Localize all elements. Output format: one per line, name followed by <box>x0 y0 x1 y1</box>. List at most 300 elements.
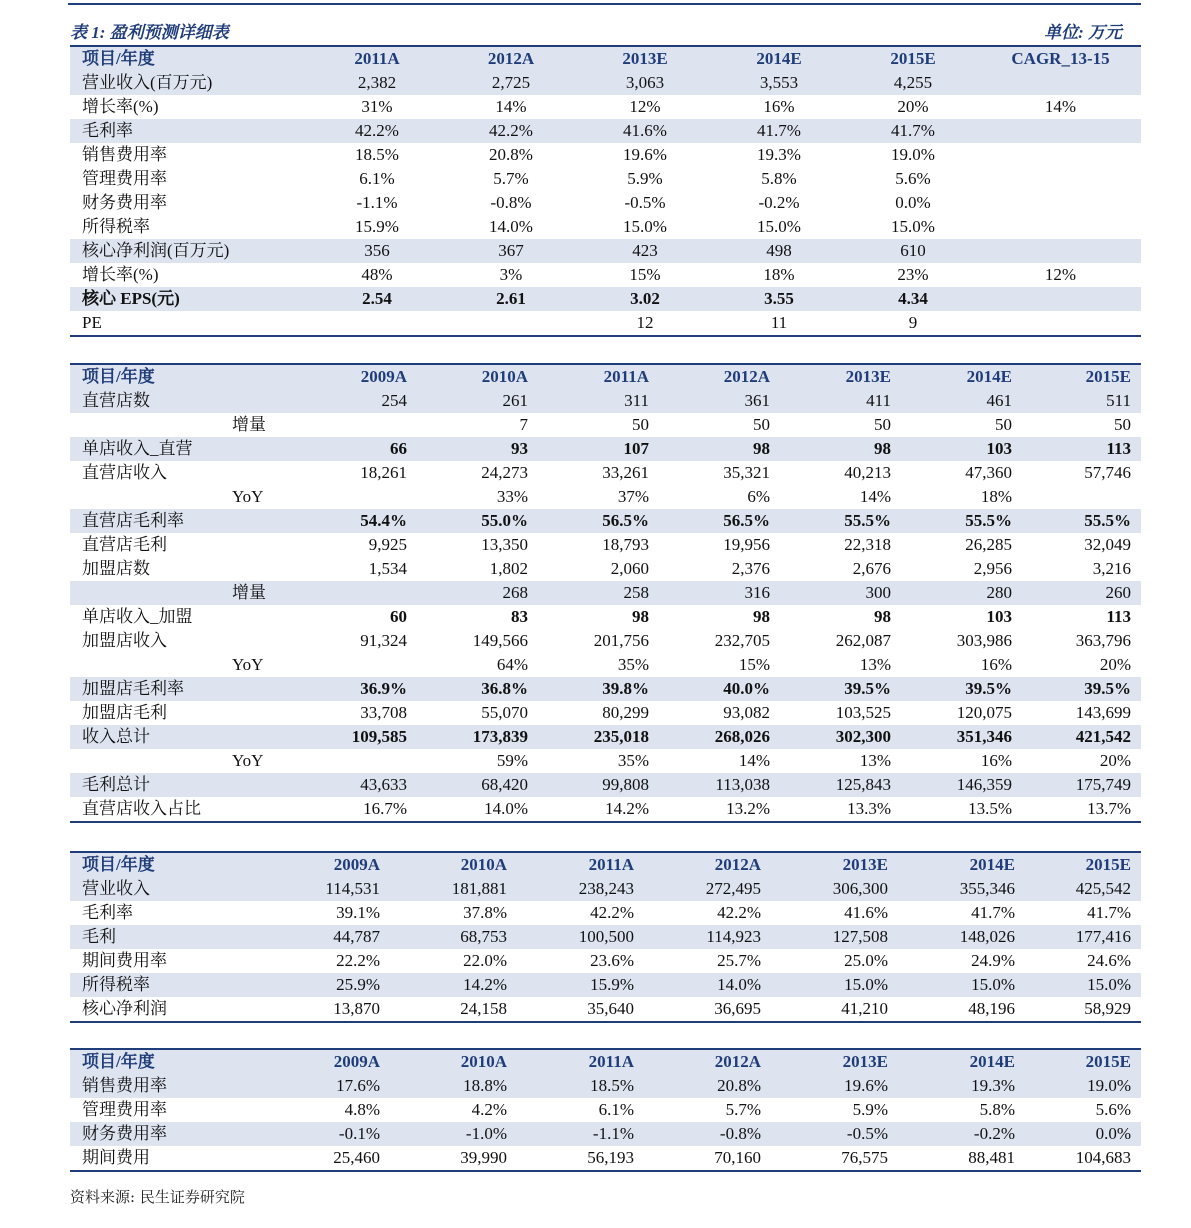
row-label: 直营店数 <box>70 389 296 413</box>
header-year: 2012A <box>644 852 771 877</box>
cell-value: 149,566 <box>472 631 528 650</box>
header-label: 项目/年度 <box>70 852 263 877</box>
cell-value: 14% <box>495 97 527 116</box>
cell-value: 41.7% <box>712 119 846 143</box>
cell-value: 41.7% <box>1087 903 1131 922</box>
table-row <box>70 239 1141 263</box>
cell-value: 33,261 <box>602 463 649 482</box>
row-label: PE <box>70 311 310 336</box>
cell-value: 1,534 <box>368 559 407 578</box>
cell-value <box>980 215 1141 239</box>
cell-value: 13% <box>859 751 891 770</box>
cell-value: 98 <box>780 437 901 461</box>
cell-value: 143,699 <box>1075 703 1131 722</box>
cell-value: 411 <box>780 389 901 413</box>
cell-value: 66 <box>296 437 417 461</box>
cell-value: -0.1% <box>263 1122 390 1146</box>
row-label: 所得税率 <box>82 217 150 236</box>
table-row <box>70 311 1141 336</box>
cell-value: 3,553 <box>712 71 846 95</box>
cell-value: 113 <box>1022 437 1141 461</box>
cell-value: 64% <box>496 655 528 674</box>
cell-value: 260 <box>1022 581 1141 605</box>
cell-value: 4.8% <box>344 1100 380 1119</box>
row-label: 毛利率 <box>82 903 133 922</box>
row-label: 毛利率 <box>70 119 310 143</box>
cell-value: 50 <box>874 415 891 434</box>
table-row <box>70 949 1141 973</box>
cell-value <box>296 485 417 509</box>
header-year: 2010A <box>390 852 517 877</box>
cell-value: 127,508 <box>771 925 898 949</box>
store-breakdown-table <box>70 363 1141 823</box>
cell-value: 2,676 <box>852 559 891 578</box>
row-label: 销售费用率 <box>70 1074 263 1098</box>
cell-value: 125,843 <box>780 773 901 797</box>
cell-value: 5.8% <box>979 1100 1015 1119</box>
cell-value: -1.1% <box>517 1122 644 1146</box>
cell-value: 35% <box>617 751 649 770</box>
cell-value: 14% <box>738 751 770 770</box>
cell-value: 15.9% <box>355 217 399 236</box>
row-label: 加盟店毛利率 <box>70 677 296 701</box>
cell-value: 15.0% <box>1025 973 1141 997</box>
top-rule <box>68 3 1141 5</box>
header-label: 项目/年度 <box>70 46 310 71</box>
profit-forecast-table <box>70 45 1141 337</box>
cell-value: 50 <box>995 415 1012 434</box>
cell-value <box>296 413 417 437</box>
cell-value: 9 <box>846 311 980 336</box>
row-label: 直营店收入占比 <box>70 797 296 822</box>
cell-value: 18% <box>763 265 795 284</box>
cell-value: 272,495 <box>644 877 771 901</box>
cell-value: 235,018 <box>538 725 659 749</box>
row-label: 财务费用率 <box>70 1122 263 1146</box>
header-year: CAGR_13-15 <box>980 46 1141 71</box>
cell-value: 367 <box>444 239 578 263</box>
cell-value: 261 <box>417 389 538 413</box>
cell-value: 302,300 <box>780 725 901 749</box>
cell-value <box>980 119 1141 143</box>
cell-value: 39,990 <box>390 1146 517 1171</box>
cell-value: 13,870 <box>263 997 390 1022</box>
cell-value: 13,350 <box>481 535 528 554</box>
cell-value: 50 <box>753 415 770 434</box>
cell-value: 42.2% <box>444 119 578 143</box>
cell-value: 55.0% <box>417 509 538 533</box>
header-year: 2009A <box>263 852 390 877</box>
cell-value: 5.6% <box>1095 1100 1131 1119</box>
header-year: 2009A <box>296 364 417 389</box>
cell-value: 13% <box>859 655 891 674</box>
header-year: 2011A <box>538 364 659 389</box>
cell-value <box>296 581 417 605</box>
cell-value: 15.0% <box>771 973 898 997</box>
table-row <box>70 653 1141 677</box>
table-row <box>70 749 1141 773</box>
cell-value: 3.02 <box>578 287 712 311</box>
cell-value: 2,956 <box>973 559 1012 578</box>
cell-value: 33,708 <box>360 703 407 722</box>
cell-value: 39.5% <box>901 677 1022 701</box>
row-label: YoY <box>232 655 264 674</box>
cell-value: 2,382 <box>310 71 444 95</box>
cell-value: 39.5% <box>780 677 901 701</box>
cell-value: 37.8% <box>463 903 507 922</box>
header-label: 项目/年度 <box>70 364 296 389</box>
table-row <box>70 1122 1141 1146</box>
cell-value: 18,793 <box>602 535 649 554</box>
cell-value: 6.1% <box>598 1100 634 1119</box>
cell-value: 201,756 <box>593 631 649 650</box>
cell-value: 22.0% <box>463 951 507 970</box>
cell-value: 37% <box>617 487 649 506</box>
table-header-row <box>70 46 1141 71</box>
cell-value: 50 <box>1114 415 1131 434</box>
cell-value: 173,839 <box>417 725 538 749</box>
table-row <box>70 605 1141 629</box>
cell-value: 20% <box>897 97 929 116</box>
table-row <box>70 725 1141 749</box>
cell-value <box>980 239 1141 263</box>
header-year: 2013E <box>771 852 898 877</box>
cell-value: 55.5% <box>780 509 901 533</box>
cell-value: 24.6% <box>1087 951 1131 970</box>
cell-value: 12% <box>1044 265 1077 284</box>
cell-value: 238,243 <box>517 877 644 901</box>
cell-value: 3% <box>499 265 523 284</box>
cell-value: 35,640 <box>517 997 644 1022</box>
cell-value: 356 <box>310 239 444 263</box>
row-label: 期间费用率 <box>82 951 167 970</box>
header-year: 2010A <box>417 364 538 389</box>
cell-value: 15.0% <box>898 973 1025 997</box>
cell-value: 31% <box>361 97 393 116</box>
header-year: 2014E <box>898 852 1025 877</box>
cell-value: 13.3% <box>780 797 901 822</box>
income-summary-table <box>70 851 1141 1023</box>
cell-value: 16% <box>980 655 1012 674</box>
cell-value <box>980 167 1141 191</box>
cell-value: 109,585 <box>296 725 417 749</box>
cell-value <box>980 287 1141 311</box>
table-row <box>70 997 1141 1022</box>
cell-value: 6.1% <box>359 169 395 188</box>
cell-value: 0.0% <box>1025 1122 1141 1146</box>
table-header-row <box>70 1049 1141 1074</box>
cell-value: 32,049 <box>1084 535 1131 554</box>
table-row <box>70 437 1141 461</box>
table-row <box>70 119 1141 143</box>
table-header-row <box>70 364 1141 389</box>
cell-value: 2.61 <box>444 287 578 311</box>
cell-value: 56.5% <box>538 509 659 533</box>
cell-value: 425,542 <box>1025 877 1141 901</box>
header-year: 2015E <box>1025 852 1141 877</box>
cell-value: 76,575 <box>771 1146 898 1171</box>
cell-value: 18% <box>980 487 1012 506</box>
cell-value: 2,060 <box>610 559 649 578</box>
cell-value: 113 <box>1106 607 1131 626</box>
cell-value: 610 <box>846 239 980 263</box>
table-row <box>70 581 1141 605</box>
cell-value: 15% <box>629 265 661 284</box>
cell-value: 80,299 <box>602 703 649 722</box>
cell-value: 25.9% <box>263 973 390 997</box>
cell-value: 15.0% <box>891 217 935 236</box>
row-label: 营业收入 <box>70 877 263 901</box>
header-label: 项目/年度 <box>70 1049 263 1074</box>
cell-value: 3,063 <box>578 71 712 95</box>
cell-value: 14.0% <box>644 973 771 997</box>
table-row <box>70 1098 1141 1122</box>
cell-value: 351,346 <box>901 725 1022 749</box>
cell-value: 19.6% <box>771 1074 898 1098</box>
cell-value: 113,038 <box>659 773 780 797</box>
cell-value: 58,929 <box>1025 997 1141 1022</box>
cell-value: 13.2% <box>659 797 780 822</box>
cell-value: 15.0% <box>623 217 667 236</box>
cell-value: 11 <box>712 311 846 336</box>
table-row <box>70 167 1141 191</box>
cell-value: 103,525 <box>835 703 891 722</box>
cell-value: 13.5% <box>901 797 1022 822</box>
row-label: 加盟店收入 <box>82 631 167 650</box>
cell-value: 5.9% <box>852 1100 888 1119</box>
cell-value: 100,500 <box>517 925 644 949</box>
cell-value: 14% <box>1044 97 1077 116</box>
cell-value: 24.9% <box>971 951 1015 970</box>
cell-value: 56,193 <box>517 1146 644 1171</box>
cell-value: 25,460 <box>263 1146 390 1171</box>
cell-value: 98 <box>874 607 891 626</box>
row-label: 毛利 <box>70 925 263 949</box>
cell-value: 18,261 <box>360 463 407 482</box>
cell-value: 268 <box>417 581 538 605</box>
table-row <box>70 629 1141 653</box>
cell-value: 48% <box>361 265 393 284</box>
table-row <box>70 1146 1141 1171</box>
cell-value: 42.2% <box>717 903 761 922</box>
row-label: 期间费用 <box>70 1146 263 1171</box>
cell-value: -0.8% <box>490 193 532 212</box>
cell-value <box>296 749 417 773</box>
cell-value: 20% <box>1099 751 1131 770</box>
header-year: 2012A <box>644 1049 771 1074</box>
cell-value: 25.7% <box>717 951 761 970</box>
row-label: 核心净利润 <box>70 997 263 1022</box>
table-row <box>70 1074 1141 1098</box>
cell-value <box>980 311 1141 336</box>
cell-value: -0.2% <box>758 193 800 212</box>
cell-value: 148,026 <box>898 925 1025 949</box>
table-title: 表 1: 盈利预测详细表 <box>70 23 229 42</box>
row-label: 增长率(%) <box>82 265 159 284</box>
cell-value: 175,749 <box>1022 773 1141 797</box>
cell-value: 14.0% <box>489 217 533 236</box>
cell-value: 19.0% <box>1025 1074 1141 1098</box>
cell-value: 461 <box>901 389 1022 413</box>
row-label: 直营店毛利 <box>82 535 167 554</box>
cell-value: 91,324 <box>360 631 407 650</box>
cell-value: -0.5% <box>771 1122 898 1146</box>
expense-ratio-table <box>70 1048 1141 1172</box>
cell-value: 25.0% <box>844 951 888 970</box>
cell-value: 2.54 <box>310 287 444 311</box>
row-label: 收入总计 <box>70 725 296 749</box>
cell-value: 280 <box>901 581 1022 605</box>
cell-value: -0.2% <box>898 1122 1025 1146</box>
table-row <box>70 925 1141 949</box>
cell-value: 26,285 <box>965 535 1012 554</box>
cell-value: 22.2% <box>336 951 380 970</box>
cell-value: -0.8% <box>644 1122 771 1146</box>
cell-value: 18.5% <box>517 1074 644 1098</box>
cell-value: 421,542 <box>1022 725 1141 749</box>
table-row <box>70 533 1141 557</box>
cell-value: 268,026 <box>659 725 780 749</box>
table-row <box>70 797 1141 822</box>
cell-value: 7 <box>519 415 528 434</box>
header-year: 2015E <box>1022 364 1141 389</box>
cell-value: 43,633 <box>296 773 417 797</box>
row-label: 财务费用率 <box>82 193 167 212</box>
row-label: 加盟店毛利 <box>82 703 167 722</box>
cell-value: 4.34 <box>846 287 980 311</box>
cell-value: 14.2% <box>390 973 517 997</box>
table-row <box>70 509 1141 533</box>
table-row <box>70 901 1141 925</box>
source-note: 资料来源: 民生证券研究院 <box>70 1188 245 1206</box>
cell-value: 12 <box>578 311 712 336</box>
row-label: 核心 EPS(元) <box>70 287 310 311</box>
cell-value: 15% <box>738 655 770 674</box>
cell-value: 5.7% <box>725 1100 761 1119</box>
cell-value: 36.8% <box>417 677 538 701</box>
cell-value: 19.3% <box>757 145 801 164</box>
cell-value: 50 <box>632 415 649 434</box>
cell-value: 93,082 <box>723 703 770 722</box>
row-label: 增量 <box>232 415 266 434</box>
cell-value: 99,808 <box>538 773 659 797</box>
table-header-row <box>70 852 1141 877</box>
cell-value: 2,376 <box>731 559 770 578</box>
cell-value: 0.0% <box>895 193 931 212</box>
table-row <box>70 773 1141 797</box>
cell-value <box>1022 485 1141 509</box>
cell-value: 42.2% <box>310 119 444 143</box>
row-label: 销售费用率 <box>82 145 167 164</box>
cell-value: 114,531 <box>263 877 390 901</box>
table-row <box>70 485 1141 509</box>
table-row <box>70 263 1141 287</box>
cell-value: 39.8% <box>538 677 659 701</box>
cell-value: 511 <box>1022 389 1141 413</box>
table-row <box>70 413 1141 437</box>
table-row <box>70 191 1141 215</box>
cell-value: 41.7% <box>846 119 980 143</box>
header-year: 2011A <box>517 1049 644 1074</box>
header-year: 2012A <box>444 46 578 71</box>
table-row <box>70 71 1141 95</box>
cell-value <box>444 311 578 336</box>
cell-value: 57,746 <box>1084 463 1131 482</box>
cell-value: 23% <box>897 265 929 284</box>
table-row <box>70 701 1141 725</box>
row-label: 直营店毛利率 <box>70 509 296 533</box>
cell-value: 4,255 <box>846 71 980 95</box>
cell-value: 36,695 <box>644 997 771 1022</box>
cell-value: 18.5% <box>355 145 399 164</box>
cell-value: -0.5% <box>624 193 666 212</box>
cell-value: 17.6% <box>263 1074 390 1098</box>
cell-value: 59% <box>496 751 528 770</box>
cell-value <box>310 311 444 336</box>
cell-value: 56.5% <box>659 509 780 533</box>
cell-value: 98 <box>632 607 649 626</box>
cell-value <box>296 653 417 677</box>
cell-value <box>980 71 1141 95</box>
row-label: 管理费用率 <box>82 169 167 188</box>
row-label: 营业收入(百万元) <box>70 71 310 95</box>
cell-value: 88,481 <box>898 1146 1025 1171</box>
cell-value: 41.6% <box>844 903 888 922</box>
cell-value: 33% <box>496 487 528 506</box>
row-label: 增长率(%) <box>82 97 159 116</box>
cell-value: 6% <box>747 487 770 506</box>
cell-value: 107 <box>538 437 659 461</box>
cell-value: 146,359 <box>901 773 1022 797</box>
cell-value: 15.9% <box>517 973 644 997</box>
header-year: 2014E <box>898 1049 1025 1074</box>
cell-value: 363,796 <box>1075 631 1131 650</box>
row-label: YoY <box>232 487 264 506</box>
header-year: 2010A <box>390 1049 517 1074</box>
cell-value: 18.8% <box>390 1074 517 1098</box>
cell-value: 300 <box>780 581 901 605</box>
table-row <box>70 95 1141 119</box>
cell-value: 42.2% <box>590 903 634 922</box>
cell-value: 14% <box>859 487 891 506</box>
cell-value <box>980 191 1141 215</box>
table-row <box>70 389 1141 413</box>
cell-value: 19,956 <box>723 535 770 554</box>
cell-value: 68,753 <box>390 925 517 949</box>
row-label: 单店收入_直营 <box>70 437 296 461</box>
cell-value: 55,070 <box>481 703 528 722</box>
table-row <box>70 557 1141 581</box>
cell-value: 13.7% <box>1022 797 1141 822</box>
cell-value: 311 <box>538 389 659 413</box>
cell-value: 54.4% <box>296 509 417 533</box>
cell-value: 258 <box>538 581 659 605</box>
cell-value: 68,420 <box>417 773 538 797</box>
header-year: 2013E <box>578 46 712 71</box>
cell-value: 5.9% <box>627 169 663 188</box>
cell-value: -1.1% <box>356 193 398 212</box>
table-title-bar <box>70 18 1122 42</box>
row-label: YoY <box>232 751 264 770</box>
cell-value: 104,683 <box>1025 1146 1141 1171</box>
header-year: 2013E <box>780 364 901 389</box>
cell-value: 41.6% <box>578 119 712 143</box>
cell-value: 24,158 <box>390 997 517 1022</box>
cell-value: 3,216 <box>1092 559 1131 578</box>
header-year: 2015E <box>1025 1049 1141 1074</box>
header-year: 2014E <box>712 46 846 71</box>
header-year: 2013E <box>771 1049 898 1074</box>
